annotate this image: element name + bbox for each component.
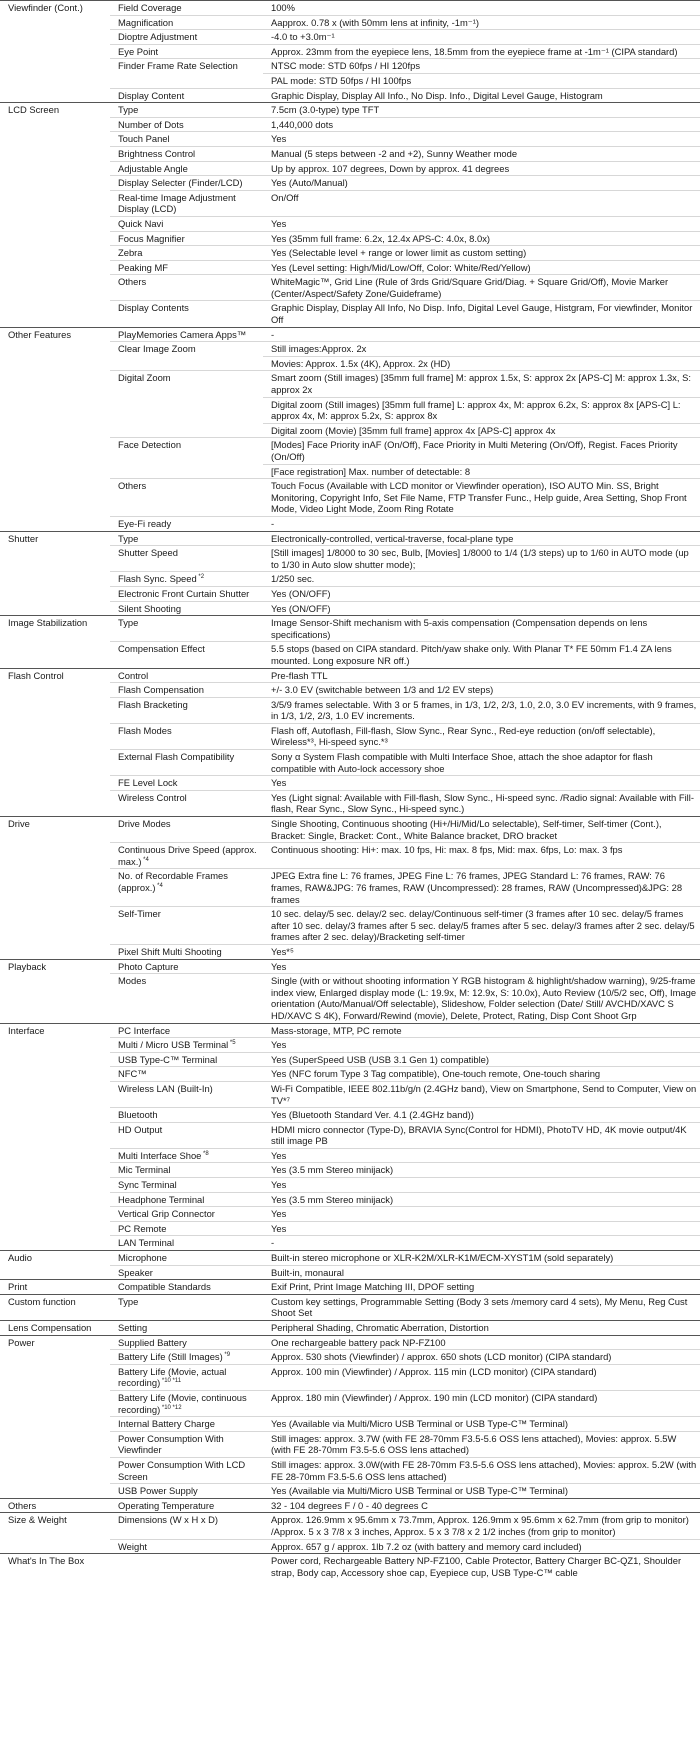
spec-label — [110, 216, 263, 231]
spec-label — [110, 817, 263, 843]
spec-label-text: Type — [118, 1295, 139, 1307]
spec-label-text: HD Output — [118, 1123, 163, 1135]
spec-value: Custom key settings, Programmable Setting (Body 3 sets /memory card 4 sets), My Menu, Reg Cust Shoot Set — [263, 1294, 700, 1320]
spec-label — [110, 790, 263, 816]
spec-value: Electronically-controlled, vertical-traverse, focal-plane type — [263, 531, 700, 546]
spec-label-text: Microphone — [118, 1252, 167, 1264]
spec-label-text: Self-Timer — [118, 908, 161, 920]
spec-label — [110, 301, 263, 327]
spec-label-text: Quick Navi — [118, 217, 164, 229]
spec-value: Approx. 100 min (Viewfinder) / Approx. 115 min (LCD monitor) (CIPA standard) — [263, 1364, 700, 1390]
spec-label — [110, 974, 263, 1023]
spec-label-text: Wireless Control — [118, 791, 187, 803]
spec-label — [110, 616, 263, 642]
spec-value: -4.0 to +3.0m⁻¹ — [263, 30, 700, 45]
spec-label-text: Compatible Standards — [118, 1281, 211, 1293]
spec-value: Yes (Available via Multi/Micro USB Terminal or USB Type-C™ Terminal) — [263, 1417, 700, 1432]
spec-value: [Modes] Face Priority inAF (On/Off), Face Priority in Multi Metering (On/Off), Regist. Faces Priority (On/Off) — [263, 438, 700, 464]
spec-label-text: PlayMemories Camera Apps™ — [118, 328, 247, 340]
spec-label — [110, 146, 263, 161]
spec-label — [110, 15, 263, 30]
spec-label-text: Power Consumption With LCD Screen — [118, 1458, 246, 1482]
spec-value: Yes — [263, 1148, 700, 1163]
spec-value: Yes — [263, 132, 700, 147]
spec-value: Yes (NFC forum Type 3 Tag compatible), One-touch remote, One-touch sharing — [263, 1067, 700, 1082]
spec-label — [110, 1052, 263, 1067]
footnote-mark: *2 — [196, 574, 205, 581]
spec-label — [110, 1539, 263, 1554]
spec-value: Yes (3.5 mm Stereo minijack) — [263, 1192, 700, 1207]
spec-row — [0, 1294, 700, 1320]
spec-label — [110, 1207, 263, 1222]
spec-label — [110, 479, 263, 517]
spec-label-text: Silent Shooting — [118, 602, 182, 614]
spec-value: Exif Print, Print Image Matching III, DPOF setting — [263, 1280, 700, 1295]
spec-label-text: Flash Sync. Speed — [118, 573, 197, 585]
spec-label-text: Magnification — [118, 16, 174, 28]
spec-label-text: Bluetooth — [118, 1109, 158, 1121]
spec-value: Wi-Fi Compatible, IEEE 802.11b/g/n (2.4GHz band), View on Smartphone, Send to Computer, View on TV*⁷ — [263, 1081, 700, 1107]
spec-label-text: Power Consumption With Viewfinder — [118, 1432, 224, 1456]
spec-label — [110, 516, 263, 531]
spec-value: JPEG Extra fine L: 76 frames, JPEG Fine L: 76 frames, JPEG Standard L: 76 frames, RAW: 76 frames, RAW&JPG: 76 frames, RAW (Uncompressed): 28 frames, RAW (Uncompressed)&JPG: 28 frames — [263, 869, 700, 907]
spec-label-text: Weight — [118, 1540, 148, 1552]
spec-label — [110, 1498, 263, 1513]
spec-value: Yes — [263, 959, 700, 974]
spec-label-text: Control — [118, 669, 149, 681]
spec-label — [110, 1350, 263, 1365]
spec-label — [110, 44, 263, 59]
section-title: Viewfinder (Cont.) — [0, 1, 110, 103]
spec-label — [110, 1457, 263, 1483]
spec-label-text: External Flash Compatibility — [118, 751, 235, 763]
spec-label — [110, 371, 263, 438]
section-title: Lens Compensation — [0, 1321, 110, 1336]
spec-row — [0, 1251, 700, 1266]
spec-value: Yes — [263, 1207, 700, 1222]
spec-label — [110, 117, 263, 132]
spec-label-text: Focus Magnifier — [118, 232, 185, 244]
spec-value: Approx. 23mm from the eyepiece lens, 18.5mm from the eyepiece frame at -1m⁻¹ (CIPA standard) — [263, 44, 700, 59]
spec-label-text: Electronic Front Curtain Shutter — [118, 587, 250, 599]
spec-value: Single (with or without shooting information Y RGB histogram & highlight/shadow warning), 9/25-frame index view, Enlarged display mode (L: 19.9x, M: 12.9x, S: 10.0x), Auto Review (10/5/2 sec, Off), Image orientation (Auto/Manual/Off selectable), Slideshow, Folder selection (Date/ Still/ AVCHD/XAVC S HD/XAVC S 4K), Forward/Rewind (movie), Delete, Protect, Rating, Disp Cont Shoot Grp — [263, 974, 700, 1023]
spec-value: Yes (Light signal: Available with Fill-flash, Slow Sync., Hi-speed sync. /Radio signal: Available with Fill-flash, Rear Sync., Slow Sync., Hi-speed sync.) — [263, 790, 700, 816]
spec-row — [0, 1513, 700, 1539]
spec-value: Image Sensor-Shift mechanism with 5-axis compensation (Compensation depends on lens specifications) — [263, 616, 700, 642]
section-title: Image Stabilization — [0, 616, 110, 668]
spec-label-text: Sync Terminal — [118, 1179, 177, 1191]
spec-label-text: Display Contents — [118, 302, 189, 314]
spec-label-text: Display Selecter (Finder/LCD) — [118, 177, 243, 189]
spec-value: Yes — [263, 216, 700, 231]
spec-value: On/Off — [263, 190, 700, 216]
spec-label — [110, 683, 263, 698]
spec-label — [110, 1163, 263, 1178]
spec-label — [110, 327, 263, 342]
spec-value: Digital zoom (Still images) [35mm full frame] L: approx 4x, M: approx 6.2x, S: approx 8x [APS-C] L: approx 4x, M: approx 5.2x, S: approx 8x — [263, 397, 700, 423]
spec-value: - — [263, 1236, 700, 1251]
spec-label-text: Compensation Effect — [118, 643, 205, 655]
spec-table-body — [0, 1, 700, 1580]
spec-label-text: Multi Interface Shoe — [118, 1149, 202, 1161]
spec-label-text: Shutter Speed — [118, 547, 178, 559]
spec-label-text: Drive Modes — [118, 818, 171, 830]
spec-value: Still images: approx. 3.7W (with FE 28-70mm F3.5-5.6 OSS lens attached), Movies: approx. 5.5W (with FE 28-70mm F3.5-5.6 OSS lens attached) — [263, 1431, 700, 1457]
spec-value: 5.5 stops (based on CIPA standard. Pitch/yaw shake only. With Planar T* FE 50mm F1.4 ZA lens mounted. Long exposure NR off.) — [263, 642, 700, 668]
section-title: Size & Weight — [0, 1513, 110, 1554]
spec-label-text: Finder Frame Rate Selection — [118, 60, 238, 72]
footnote-mark: *5 — [228, 1040, 236, 1046]
spec-value: 100% — [263, 1, 700, 16]
spec-label — [110, 1192, 263, 1207]
spec-value: Digital zoom (Movie) [35mm full frame] approx 4x [APS-C] approx 4x — [263, 423, 700, 438]
spec-label — [110, 1038, 263, 1053]
section-title: Others — [0, 1498, 110, 1513]
spec-label — [110, 1178, 263, 1193]
spec-value: Yes — [263, 1038, 700, 1053]
footnote-mark: *10 *12 — [160, 1404, 182, 1411]
spec-label — [110, 132, 263, 147]
spec-label — [110, 260, 263, 275]
spec-label-text: Dimensions (W x H x D) — [118, 1514, 219, 1526]
spec-value: Yes (35mm full frame: 6.2x, 12.4x APS-C: 4.0x, 8.0x) — [263, 231, 700, 246]
spec-label — [110, 1236, 263, 1251]
spec-value: Continuous shooting: Hi+: max. 10 fps, Hi: max. 8 fps, Mid: max. 6fps, Lo: max. 3 fps — [263, 843, 700, 869]
spec-label-text: Headphone Terminal — [118, 1193, 205, 1205]
spec-label-text: Mic Terminal — [118, 1164, 171, 1176]
spec-value: Sony α System Flash compatible with Multi Interface Shoe, attach the shoe adaptor for flash compatible with Auto-lock accessory shoe — [263, 750, 700, 776]
spec-label — [110, 750, 263, 776]
spec-row — [0, 531, 700, 546]
spec-label-text: Battery Life (Still Images) — [118, 1351, 223, 1363]
spec-value: Built-in stereo microphone or XLR-K2M/XLR-K1M/ECM-XYST1M (sold separately) — [263, 1251, 700, 1266]
spec-value: Yes — [263, 776, 700, 791]
spec-label — [110, 190, 263, 216]
spec-label — [110, 1108, 263, 1123]
section-title: Custom function — [0, 1294, 110, 1320]
spec-label — [110, 723, 263, 749]
spec-label-text: No. of Recordable Frames (approx.) — [118, 870, 228, 893]
spec-label-text: Type — [118, 104, 139, 116]
spec-value: Built-in, monaural — [263, 1265, 700, 1280]
spec-value: 3/5/9 frames selectable. With 3 or 5 frames, in 1/3, 1/2, 2/3, 1.0, 2.0, 3.0 EV increments, with 9 frames, in 1/3, 1/2, 2/3, 1.0 EV increments. — [263, 697, 700, 723]
spec-label-text: Type — [118, 532, 139, 544]
spec-label — [110, 776, 263, 791]
spec-value: Mass-storage, MTP, PC remote — [263, 1023, 700, 1038]
spec-label — [110, 843, 263, 869]
spec-value: Yes*⁵ — [263, 944, 700, 959]
spec-value: Yes — [263, 1178, 700, 1193]
spec-row — [0, 616, 700, 642]
spec-label — [110, 531, 263, 546]
spec-label-text: Continuous Drive Speed (approx. max.) — [118, 844, 257, 867]
spec-label-text: Speaker — [118, 1266, 153, 1278]
spec-label — [110, 668, 263, 683]
spec-value: Approx. 180 min (Viewfinder) / Approx. 190 min (LCD monitor) (CIPA standard) — [263, 1390, 700, 1416]
spec-label — [110, 1067, 263, 1082]
spec-label-text: USB Power Supply — [118, 1485, 198, 1497]
section-title: Flash Control — [0, 668, 110, 817]
spec-value: Movies: Approx. 1.5x (4K), Approx. 2x (HD) — [263, 356, 700, 371]
spec-label — [110, 161, 263, 176]
spec-label — [110, 907, 263, 945]
spec-value: Yes (3.5 mm Stereo minijack) — [263, 1163, 700, 1178]
spec-value: NTSC mode: STD 60fps / HI 120fps — [263, 59, 700, 74]
spec-label — [110, 59, 263, 88]
spec-label-text: Multi / Micro USB Terminal — [118, 1039, 229, 1051]
spec-label-text: Dioptre Adjustment — [118, 31, 198, 43]
section-title: Playback — [0, 959, 110, 1023]
spec-label — [110, 959, 263, 974]
spec-label — [110, 231, 263, 246]
spec-value: Approx. 126.9mm x 95.6mm x 73.7mm, Approx. 126.9mm x 95.6mm x 62.7mm (from grip to monitor) /Approx. 5 x 3 7/8 x 3 inches, Approx. 5 x 3 7/8 x 2 1/2 inches (from grip to monitor) — [263, 1513, 700, 1539]
spec-value: Single Shooting, Continuous shooting (Hi+/Hi/Mid/Lo selectable), Self-timer, Self-timer (Cont.), Bracket: Single, Bracket: Cont., White Balance bracket, DRO bracket — [263, 817, 700, 843]
spec-label-text: Digital Zoom — [118, 372, 171, 384]
spec-label-text: Battery Life (Movie, continuous recording) — [118, 1391, 247, 1415]
spec-label-text: Touch Panel — [118, 133, 170, 145]
footnote-mark: *10 *11 — [160, 1378, 182, 1385]
spec-row — [0, 1023, 700, 1038]
spec-label — [110, 1431, 263, 1457]
spec-label-text: Setting — [118, 1322, 148, 1333]
spec-label — [110, 1554, 263, 1580]
spec-value: - — [263, 327, 700, 342]
spec-value: Yes (ON/OFF) — [263, 586, 700, 601]
section-title: Other Features — [0, 327, 110, 531]
spec-label-text: FE Level Lock — [118, 777, 178, 789]
spec-label — [110, 572, 263, 587]
spec-label-text: Flash Bracketing — [118, 698, 188, 710]
spec-label — [110, 88, 263, 103]
spec-value: Yes (SuperSpeed USB (USB 3.1 Gen 1) compatible) — [263, 1052, 700, 1067]
spec-label — [110, 176, 263, 191]
spec-label — [110, 275, 263, 301]
spec-value: Yes (Available via Multi/Micro USB Terminal or USB Type-C™ Terminal) — [263, 1484, 700, 1499]
spec-label-text: Zebra — [118, 247, 143, 259]
spec-value: Still images: approx. 3.0W(with FE 28-70mm F3.5-5.6 OSS lens attached), Movies: approx. 5.2W (with FE 28-70mm F3.5-5.6 OSS lens attached) — [263, 1457, 700, 1483]
spec-label — [110, 1321, 263, 1336]
spec-value: Up by approx. 107 degrees, Down by approx. 41 degrees — [263, 161, 700, 176]
footnote-mark: *4 — [141, 856, 149, 863]
spec-label-text: Others — [118, 276, 147, 288]
spec-label-text: Flash Compensation — [118, 684, 204, 696]
section-title: Drive — [0, 817, 110, 960]
spec-label — [110, 1148, 263, 1163]
spec-value: Power cord, Rechargeable Battery NP-FZ100, Cable Protector, Battery Charger BC-QZ1, Shoulder strap, Body cap, Accessory shoe cap, Eyepiece cup, USB Type-C™ cable — [263, 1554, 700, 1580]
spec-label — [110, 1294, 263, 1320]
spec-label — [110, 438, 263, 479]
spec-label-text: Battery Life (Movie, actual recording) — [118, 1365, 227, 1389]
spec-label-text: Eye Point — [118, 45, 159, 57]
spec-value: +/- 3.0 EV (switchable between 1/3 and 1/2 EV steps) — [263, 683, 700, 698]
section-title: Interface — [0, 1023, 110, 1251]
spec-value: Aapprox. 0.78 x (with 50mm lens at infinity, -1m⁻¹) — [263, 15, 700, 30]
spec-label — [110, 1335, 263, 1350]
spec-label — [110, 944, 263, 959]
section-title: Shutter — [0, 531, 110, 616]
spec-row — [0, 1335, 700, 1350]
spec-value: Approx. 530 shots (Viewfinder) / approx. 650 shots (LCD monitor) (CIPA standard) — [263, 1350, 700, 1365]
spec-value: One rechargeable battery pack NP-FZ100 — [263, 1335, 700, 1350]
spec-label — [110, 342, 263, 371]
spec-value: Approx. 657 g / approx. 1lb 7.2 oz (with battery and memory card included) — [263, 1539, 700, 1554]
spec-label-text: Peaking MF — [118, 261, 169, 273]
spec-label-text: Real-time Image Adjustment Display (LCD) — [118, 191, 236, 215]
spec-value: Yes (ON/OFF) — [263, 601, 700, 616]
spec-label-text: Operating Temperature — [118, 1499, 215, 1511]
spec-label-text: Others — [118, 480, 147, 492]
spec-value: Pre-flash TTL — [263, 668, 700, 683]
spec-label — [110, 30, 263, 45]
spec-value: Manual (5 steps between -2 and +2), Sunny Weather mode — [263, 146, 700, 161]
spec-label — [110, 1251, 263, 1266]
spec-label-text: USB Type-C™ Terminal — [118, 1053, 218, 1065]
spec-label-text: PC Remote — [118, 1222, 167, 1234]
spec-row — [0, 1280, 700, 1295]
spec-label — [110, 1023, 263, 1038]
spec-value: - — [263, 516, 700, 531]
spec-value: Peripheral Shading, Chromatic Aberration, Distortion — [263, 1321, 700, 1336]
spec-label — [110, 601, 263, 616]
spec-value: 1/250 sec. — [263, 572, 700, 587]
spec-row — [0, 103, 700, 118]
spec-value: Graphic Display, Display All Info., No Disp. Info., Digital Level Gauge, Histogram — [263, 88, 700, 103]
spec-label-text: Modes — [118, 975, 147, 987]
spec-value: HDMI micro connector (Type-D), BRAVIA Sync(Control for HDMI), PhotoTV HD, 4K movie output/4K still image PB — [263, 1122, 700, 1148]
spec-label — [110, 1, 263, 16]
spec-label — [110, 1265, 263, 1280]
spec-label — [110, 103, 263, 118]
spec-value: Touch Focus (Available with LCD monitor or Viewfinder operation), ISO AUTO Min. SS, Bright Monitoring, Copyright Info, Set File Name, FTP Transfer Func., Help guide, Area Setting, Shop Front Mode, Video Light Mode, Zoom Ring Rotate — [263, 479, 700, 517]
spec-label-text: NFC™ — [118, 1068, 147, 1080]
spec-row — [0, 1498, 700, 1513]
spec-value: Flash off, Autoflash, Fill-flash, Slow Sync., Rear Sync., Red-eye reduction (on/off selectable), Wireless*³, Hi-speed sync.*³ — [263, 723, 700, 749]
spec-label — [110, 869, 263, 907]
spec-label-text: Eye-Fi ready — [118, 517, 172, 529]
spec-value: Yes — [263, 1221, 700, 1236]
spec-label-text: Flash Modes — [118, 724, 172, 736]
spec-label-text: Photo Capture — [118, 960, 179, 972]
spec-label — [110, 1221, 263, 1236]
spec-value: 1,440,000 dots — [263, 117, 700, 132]
spec-row — [0, 668, 700, 683]
spec-row — [0, 1321, 700, 1336]
spec-label-text: PC Interface — [118, 1024, 171, 1036]
section-title: LCD Screen — [0, 103, 110, 328]
spec-value: Yes (Selectable level + range or lower limit as custom setting) — [263, 246, 700, 261]
spec-value: WhiteMagic™, Grid Line (Rule of 3rds Grid/Square Grid/Diag. + Square Grid/Off), Movie Marker (Center/Aspect/Safety Zone/Guideframe) — [263, 275, 700, 301]
spec-label-text: LAN Terminal — [118, 1237, 175, 1249]
spec-label-text: Internal Battery Charge — [118, 1418, 215, 1430]
spec-value: 32 - 104 degrees F / 0 - 40 degrees C — [263, 1498, 700, 1513]
footnote-mark: *8 — [201, 1150, 209, 1157]
spec-label — [110, 1390, 263, 1416]
spec-value: Still images:Approx. 2x — [263, 342, 700, 357]
spec-row — [0, 1554, 700, 1580]
spec-row — [0, 959, 700, 974]
spec-label-text: Clear Image Zoom — [118, 343, 196, 355]
spec-label-text: Type — [118, 617, 139, 629]
spec-label-text: Pixel Shift Multi Shooting — [118, 945, 222, 957]
spec-row — [0, 817, 700, 843]
spec-label — [110, 1280, 263, 1295]
spec-label — [110, 1484, 263, 1499]
spec-label — [110, 1513, 263, 1539]
spec-label-text: Supplied Battery — [118, 1336, 187, 1348]
section-title: Power — [0, 1335, 110, 1498]
spec-row — [0, 1, 700, 16]
spec-label-text: Number of Dots — [118, 118, 184, 130]
spec-label — [110, 586, 263, 601]
spec-label — [110, 246, 263, 261]
footnote-mark: *9 — [222, 1352, 231, 1359]
footnote-mark: *4 — [155, 882, 163, 889]
spec-label-text: Display Content — [118, 89, 185, 101]
section-title: Print — [0, 1280, 110, 1295]
spec-value: [Still images] 1/8000 to 30 sec, Bulb, [Movies] 1/8000 to 1/4 (1/3 steps) up to 1/60 in AUTO mode (up to 1/30 in Auto slow shutter mode); — [263, 546, 700, 572]
spec-value: Yes (Auto/Manual) — [263, 176, 700, 191]
spec-value: Yes (Level setting: High/Mid/Low/Off, Color: White/Red/Yellow) — [263, 260, 700, 275]
spec-label-text: Brightness Control — [118, 147, 196, 159]
spec-value: Graphic Display, Display All Info, No Disp. Info, Digital Level Gauge, Histgram, For viewfinder, Monitor Off — [263, 301, 700, 327]
spec-label-text: Vertical Grip Connector — [118, 1208, 215, 1220]
spec-label — [110, 642, 263, 668]
spec-value: 10 sec. delay/5 sec. delay/2 sec. delay/Continuous self-timer (3 frames after 10 sec. delay/5 frames after 10 sec. delay/3 frames after 5 sec. delay/5 frames after 5 sec. delay/3 frames after 2 sec. delay/5 frames after 2 sec. delay)/Bracketing self-timer — [263, 907, 700, 945]
spec-label-text: Face Detection — [118, 439, 182, 451]
section-title: What's In The Box — [0, 1554, 110, 1580]
spec-label — [110, 1081, 263, 1107]
spec-label — [110, 1122, 263, 1148]
spec-label — [110, 1364, 263, 1390]
spec-label — [110, 546, 263, 572]
spec-label-text: Field Coverage — [118, 2, 182, 13]
spec-value: Smart zoom (Still images) [35mm full frame] M: approx 1.5x, S: approx 2x [APS-C] M: approx 1.3x, S: approx 2x — [263, 371, 700, 397]
spec-label-text: Wireless LAN (Built-In) — [118, 1082, 213, 1094]
spec-value: 7.5cm (3.0-type) type TFT — [263, 103, 700, 118]
spec-value: Yes (Bluetooth Standard Ver. 4.1 (2.4GHz band)) — [263, 1108, 700, 1123]
spec-label — [110, 697, 263, 723]
spec-row — [0, 327, 700, 342]
spec-value: [Face registration] Max. number of detectable: 8 — [263, 464, 700, 479]
spec-label-text: Adjustable Angle — [118, 162, 188, 174]
section-title: Audio — [0, 1251, 110, 1280]
spec-label — [110, 1417, 263, 1432]
spec-value: PAL mode: STD 50fps / HI 100fps — [263, 73, 700, 88]
